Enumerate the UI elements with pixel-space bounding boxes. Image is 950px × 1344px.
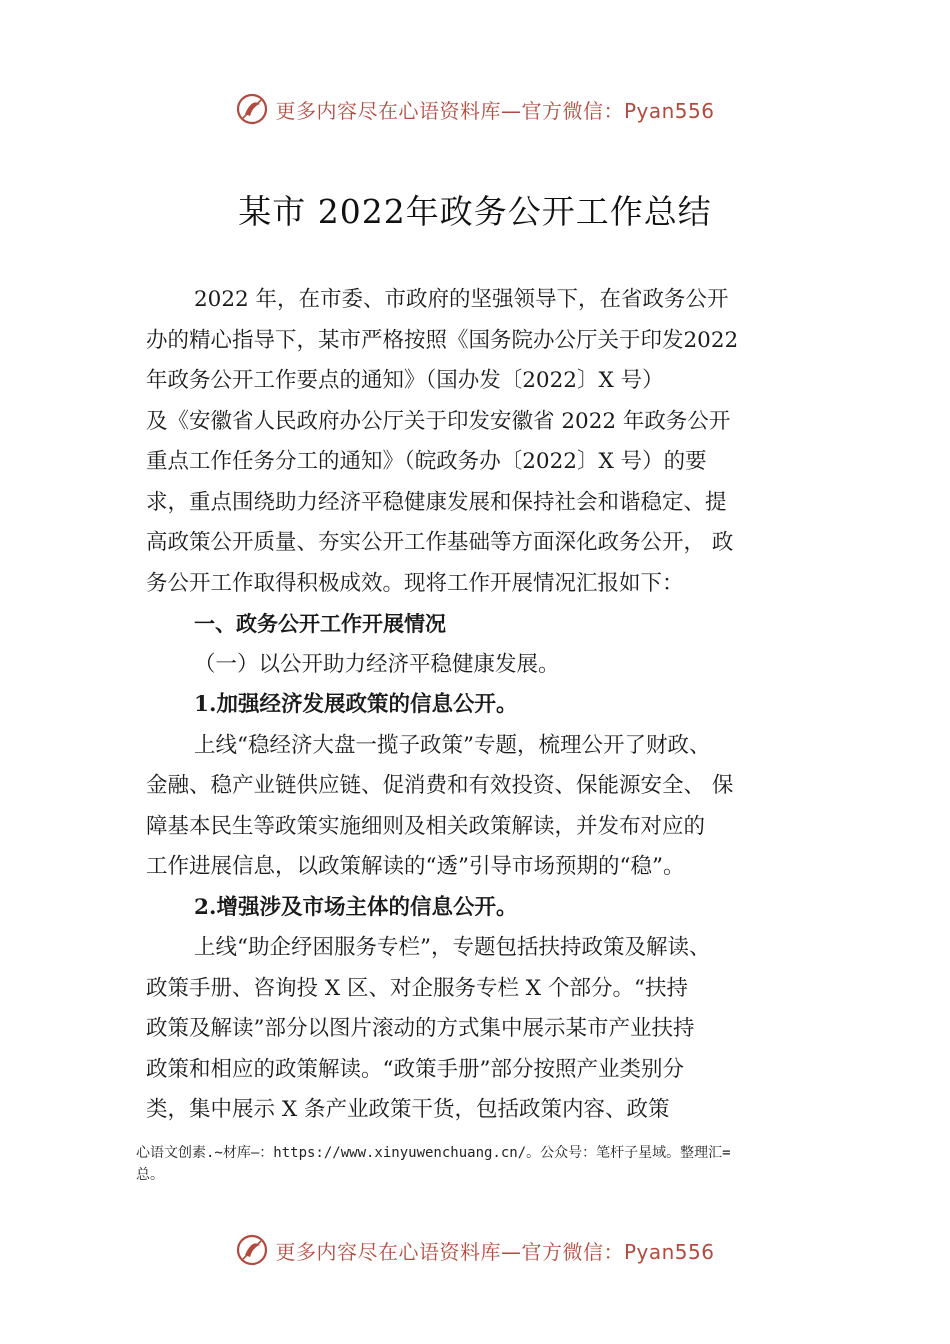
paragraph-line: 上线“稳经济大盘一揽子政策”专题，梳理公开了财政、 [194,732,711,758]
footer-note-line: 心语文创素.~材库—：https://www.xinyuwenchuang.cn/。公众号：笔杆子星域。整理汇= [136,1145,731,1161]
document-body [146,280,836,1131]
paragraph-line: 务公开工作取得积极成效。现将工作开展情况汇报如下： [146,570,684,596]
paragraph-line: 及《安徽省人民政府办公厅关于印发安徽省 2022 年政务公开 [146,408,731,434]
paragraph-line: 政策及解读”部分以图片滚动的方式集中展示某市产业扶持 [146,1016,695,1041]
watermark-text: 更多内容尽在心语资料库—官方微信：Pyan556 [275,1239,715,1264]
paragraph-line: 重点工作任务分工的通知》（皖政务办〔2022〕X 号）的要 [146,449,707,474]
seal-logo-icon [235,1233,269,1267]
watermark-header [0,92,950,126]
item-heading: 1.加强经济发展政策的信息公开。 [194,692,518,717]
watermark-footer [0,1233,950,1267]
paragraph-line: 上线“助企纾困服务专栏”，专题包括扶持政策及解读、 [194,935,711,960]
subsection-heading: （一）以公开助力经济平稳健康发展。 [194,651,560,677]
page-title: 某市 2022年政务公开工作总结 [238,192,712,231]
footer-note-line: 总。 [136,1167,164,1183]
paragraph-line: 金融、稳产业链供应链、促消费和有效投资、保能源安全、 保 [146,773,734,798]
paragraph-line: 工作进展信息，以政策解读的“透”引导市场预期的“稳”。 [146,854,685,879]
paragraph-line: 政策和相应的政策解读。“政策手册”部分按照产业类别分 [146,1056,684,1082]
footer-note [136,1142,856,1186]
item-heading: 2.增强涉及市场主体的信息公开。 [194,894,518,920]
paragraph-line: 2022 年，在市委、市政府的坚强领导下，在省政务公开 [194,287,729,312]
paragraph-line: 政策手册、咨询投 X 区、对企服务专栏 X 个部分。“扶持 [146,975,688,1001]
paragraph-line: 障基本民生等政策实施细则及相关政策解读，并发布对应的 [146,813,706,839]
paragraph-line: 办的精心指导下，某市严格按照《国务院办公厅关于印发2022 [146,327,739,353]
paragraph-line: 年政务公开工作要点的通知》（国办发〔2022〕X 号） [146,368,664,393]
seal-logo-icon [235,92,269,126]
paragraph-line: 高政策公开质量、夯实公开工作基础等方面深化政务公开， 政 [146,530,734,555]
paragraph-line: 类，集中展示 X 条产业政策干货，包括政策内容、政策 [146,1097,670,1122]
section-heading: 一、政务公开工作开展情况 [194,612,446,636]
watermark-text: 更多内容尽在心语资料库—官方微信：Pyan556 [275,98,715,123]
paragraph-line: 求，重点围绕助力经济平稳健康发展和保持社会和谐稳定、提 [146,489,727,515]
